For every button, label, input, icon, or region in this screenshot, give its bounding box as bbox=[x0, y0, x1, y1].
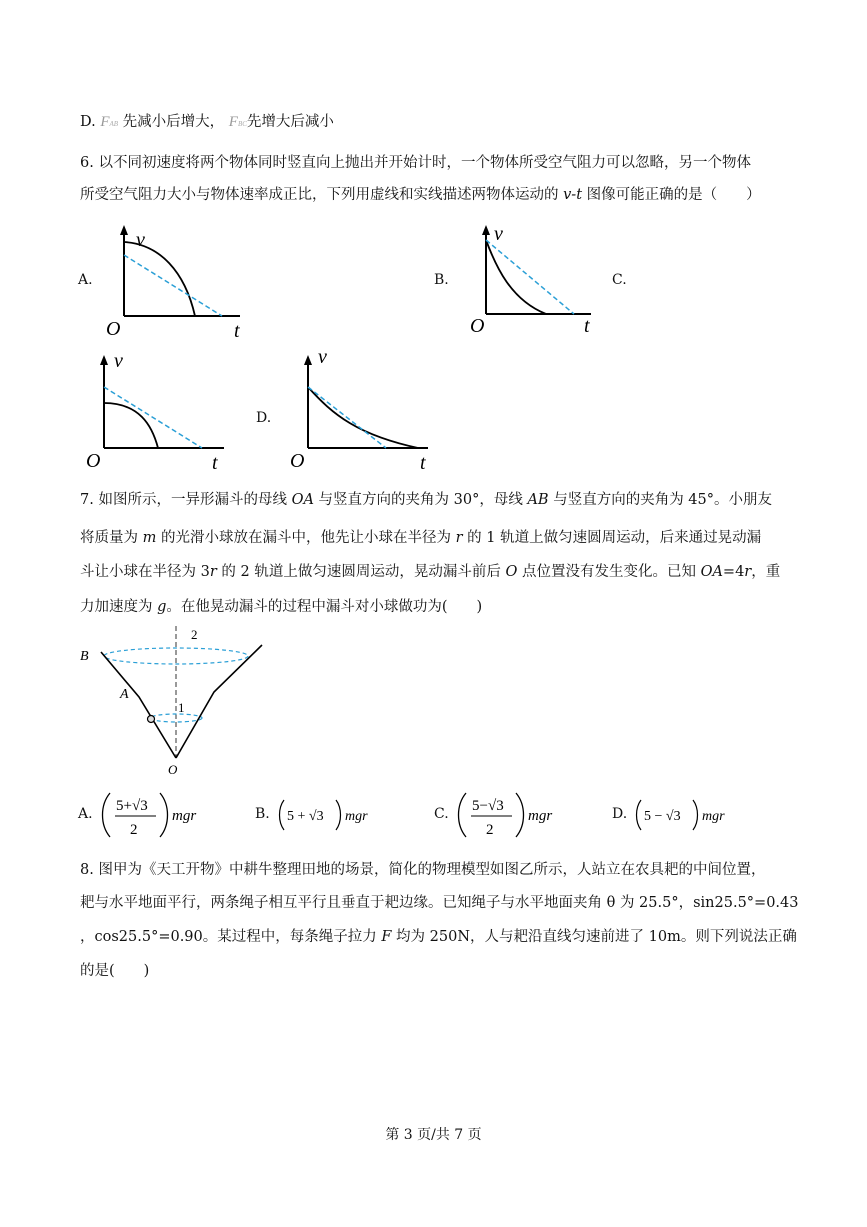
svg-text:v: v bbox=[494, 223, 503, 245]
svg-text:t: t bbox=[584, 315, 590, 337]
q6-graph-d bbox=[288, 345, 448, 474]
q8-line4: 的是( ) bbox=[80, 963, 150, 979]
svg-text:mgr: mgr bbox=[345, 809, 368, 824]
q6-line1: 6. 以不同初速度将两个物体同时竖直向上抛出并开始计时，一个物体所受空气阻力可以忽略，另一个物体 bbox=[80, 155, 751, 171]
svg-text:v: v bbox=[318, 346, 327, 368]
svg-text:mgr: mgr bbox=[172, 808, 197, 824]
q6-option-c-label: C. bbox=[612, 272, 627, 288]
q7-answer-a-label: A. bbox=[78, 806, 93, 822]
svg-text:O: O bbox=[470, 315, 485, 337]
svg-text:v: v bbox=[114, 350, 123, 372]
q6-option-a-label: A. bbox=[78, 272, 93, 288]
q7-answer-c-expr bbox=[456, 790, 586, 840]
svg-text:A: A bbox=[120, 687, 129, 702]
q7-answer-c[interactable] bbox=[434, 790, 584, 840]
option-d-label: D. bbox=[80, 114, 96, 130]
option-d-text2: 先增大后减小 bbox=[246, 114, 334, 130]
funnel-figure bbox=[76, 622, 276, 782]
q8-line2: 耙与水平地面平行，两条绳子相互平行且垂直于耙边缘。已知绳子与水平地面夹角 θ 为 25.5°，sin25.5°=0.43 bbox=[80, 895, 799, 911]
svg-text:5+√3: 5+√3 bbox=[116, 798, 148, 814]
q8-line1: 8. 图甲为《天工开物》中耕牛整理田地的场景，简化的物理模型如图乙所示，人站立在农具耙的中间位置， bbox=[80, 862, 766, 878]
q7-answer-d[interactable] bbox=[612, 790, 752, 840]
q7-line4: 力加速度为 g。在他晃动漏斗的过程中漏斗对小球做功为( ) bbox=[80, 599, 483, 615]
option-d-text1: 先减小后增大， bbox=[122, 114, 225, 130]
q7-line1: 7. 如图所示，一异形漏斗的母线 OA 与竖直方向的夹角为 30°，母线 AB 与竖直方向的夹角为 45°。小朋友 bbox=[80, 492, 773, 508]
q7-answer-b-expr bbox=[277, 798, 397, 832]
prev-option-d bbox=[80, 112, 334, 134]
svg-text:t: t bbox=[234, 320, 240, 342]
svg-text:5 − √3: 5 − √3 bbox=[644, 809, 681, 824]
q6-graph-b bbox=[466, 222, 606, 342]
q7-answer-b[interactable] bbox=[255, 790, 395, 840]
svg-text:mgr: mgr bbox=[528, 808, 553, 824]
svg-text:B: B bbox=[80, 649, 89, 664]
svg-text:t: t bbox=[212, 452, 218, 474]
svg-text:2: 2 bbox=[130, 822, 138, 838]
svg-text:O: O bbox=[86, 450, 101, 472]
q6-option-b-label: B. bbox=[434, 272, 449, 288]
q7-answer-b-label: B. bbox=[255, 806, 270, 822]
svg-text:t: t bbox=[420, 452, 426, 474]
page-footer: 第 3 页/共 7 页 bbox=[385, 1127, 482, 1143]
q6-option-d-label: D. bbox=[256, 410, 272, 426]
q8-line3: ，cos25.5°=0.90。某过程中，每条绳子拉力 F 均为 250N，人与耙沿直线匀速前进了 10m。则下列说法正确 bbox=[80, 929, 797, 945]
svg-text:1: 1 bbox=[178, 700, 185, 715]
force-ab-symbol: FAB bbox=[100, 114, 119, 130]
q7-answer-c-label: C. bbox=[434, 806, 449, 822]
q7-line3: 斗让小球在半径为 3r 的 2 轨道上做匀速圆周运动，晃动漏斗前后 O 点位置没有发生变化。已知 OA=4r，重 bbox=[80, 564, 781, 580]
svg-text:2: 2 bbox=[191, 627, 198, 642]
q7-answer-a-expr bbox=[100, 790, 230, 840]
q6-line2: 所受空气阻力大小与物体速率成正比，下列用虚线和实线描述两物体运动的 v-t 图像可能正确的是（ ） bbox=[80, 187, 761, 203]
svg-text:O: O bbox=[290, 450, 305, 472]
q7-line2: 将质量为 m 的光滑小球放在漏斗中，他先让小球在半径为 r 的 1 轨道上做匀速圆周运动，后来通过晃动漏 bbox=[80, 530, 762, 546]
svg-text:mgr: mgr bbox=[702, 809, 725, 824]
q6-graph-c bbox=[84, 345, 244, 474]
q7-answer-d-expr bbox=[634, 798, 754, 832]
svg-text:2: 2 bbox=[486, 822, 494, 838]
q6-graph-a bbox=[100, 222, 260, 342]
svg-text:v: v bbox=[136, 229, 145, 251]
q7-answer-a[interactable] bbox=[78, 790, 228, 840]
svg-text:O: O bbox=[168, 762, 178, 777]
q7-answer-d-label: D. bbox=[612, 806, 628, 822]
svg-text:O: O bbox=[106, 318, 121, 340]
svg-text:5−√3: 5−√3 bbox=[472, 798, 504, 814]
svg-text:5 + √3: 5 + √3 bbox=[287, 809, 324, 824]
force-bc-symbol: FBC bbox=[228, 114, 247, 130]
